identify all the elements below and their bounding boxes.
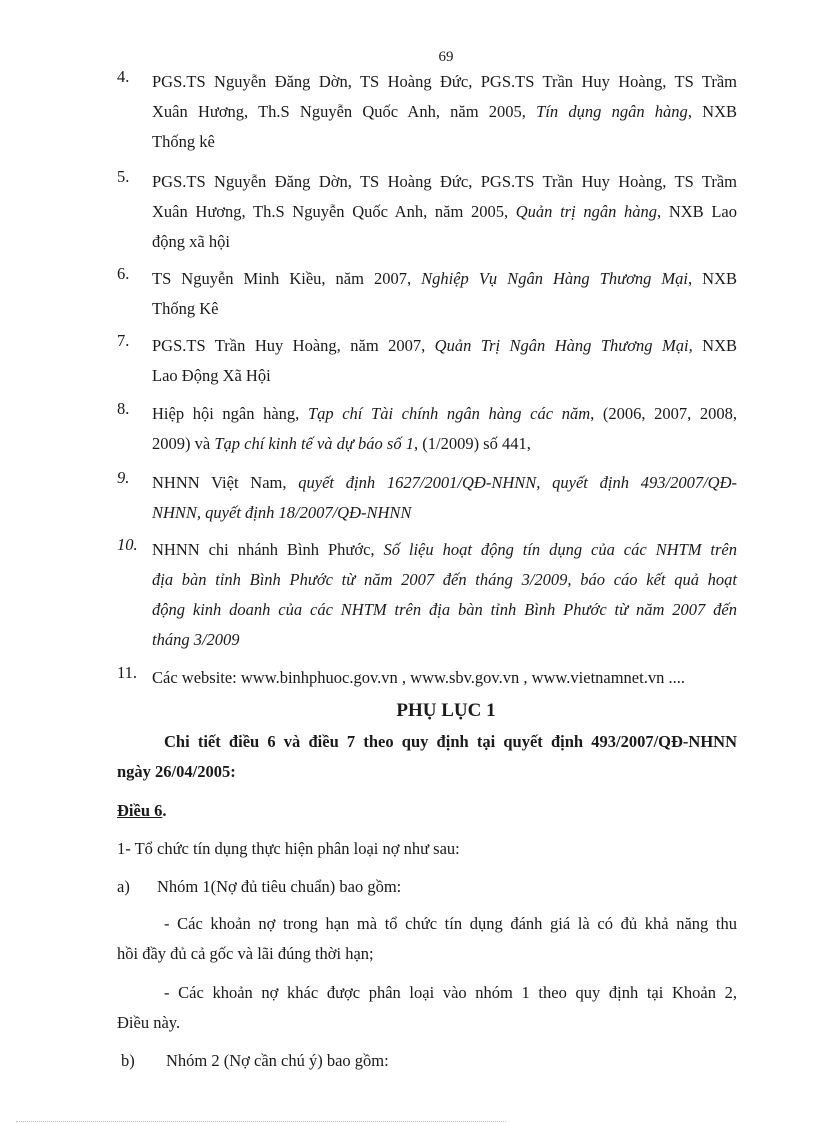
reference-line — [152, 294, 737, 324]
reference-segment: TS Nguyễn Minh Kiều, năm 2007, — [152, 269, 422, 288]
reference-segment: Thống kê — [152, 132, 215, 151]
appendix-intro-line1: Chi tiết điều 6 và điều 7 theo quy định tại quyết định 493/2007/QĐ-NHNN — [164, 732, 737, 751]
reference-number: 10. — [117, 535, 138, 554]
reference-title-italic: động kinh doanh của các NHTM trên địa bàn tỉnh Bình Phước từ năm 2007 đến — [152, 600, 737, 619]
reference-line — [152, 625, 737, 655]
reference-segment: NXB — [692, 336, 738, 355]
reference-segment: động xã hội — [152, 232, 230, 251]
reference-line — [152, 264, 737, 294]
article-heading — [117, 801, 167, 821]
reference-line — [152, 498, 737, 528]
reference-segment: , (2006, 2007, 2008, — [590, 404, 737, 423]
reference-segment: Thống Kê — [152, 299, 219, 318]
reference-title-italic: NHNN, quyết định 18/2007/QĐ-NHNN — [152, 503, 412, 522]
clause-1: 1- Tổ chức tín dụng thực hiện phân loại nợ như sau: — [117, 839, 460, 858]
reference-line — [152, 67, 737, 97]
appendix-title: PHỤ LỤC 1 — [396, 700, 496, 721]
reference-title-italic: Số liệu hoạt động tín dụng của các NHTM trên — [383, 540, 737, 559]
article-heading-text: Điều 6 — [117, 801, 163, 820]
reference-segment: 2009) và — [152, 434, 215, 453]
reference-item — [117, 535, 737, 655]
reference-segment: Xuân Hương, Th.S Nguyễn Quốc Anh, năm 2005, — [152, 102, 537, 121]
group-a-item1-line2: hồi đầy đủ cả gốc và lãi đúng thời hạn; — [117, 944, 374, 963]
reference-segment: Các website: www.binhphuoc.gov.vn , www.sbv.gov.vn , www.vietnamnet.vn .... — [152, 668, 685, 687]
reference-title-italic: tháng 3/2009 — [152, 630, 240, 649]
reference-title-italic: Tín dụng ngân hàng — [536, 102, 688, 121]
reference-line — [152, 468, 737, 498]
reference-item — [117, 167, 737, 257]
reference-line — [152, 565, 737, 595]
reference-line — [152, 429, 737, 459]
reference-text — [152, 399, 737, 459]
reference-segment: , (1/2009) số 441, — [413, 434, 531, 453]
reference-item — [117, 264, 737, 324]
reference-number: 6. — [117, 264, 130, 283]
reference-text — [152, 535, 737, 655]
reference-item — [117, 67, 737, 157]
reference-line — [152, 331, 737, 361]
reference-line — [152, 399, 737, 429]
group-b-text: Nhóm 2 (Nợ cần chú ý) bao gồm: — [166, 1051, 389, 1070]
group-b-label: b) — [121, 1051, 135, 1070]
reference-item — [117, 331, 737, 391]
reference-text — [152, 663, 737, 693]
reference-title-italic: Nghiệp Vụ Ngân Hàng Thương Mại — [421, 269, 688, 288]
page-number: 69 — [438, 49, 454, 65]
reference-segment: PGS.TS Nguyễn Đăng Dờn, TS Hoàng Đức, PGS.TS Trần Huy Hoàng, TS Trầm — [152, 72, 737, 91]
reference-title-italic: địa bàn tỉnh Bình Phước từ năm 2007 đến tháng 3/2009, báo cáo kết quả hoạt — [152, 570, 737, 589]
appendix-intro-line2: ngày 26/04/2005: — [117, 762, 236, 781]
reference-line — [152, 595, 737, 625]
reference-title-italic: Tạp chí kinh tế và dự báo số 1 — [214, 434, 414, 453]
reference-line — [152, 167, 737, 197]
reference-segment: , NXB Lao — [657, 202, 737, 221]
page-bottom-divider — [16, 1121, 506, 1122]
reference-item — [117, 663, 737, 693]
reference-line — [152, 227, 737, 257]
group-a-item1-line1: - Các khoản nợ trong hạn mà tổ chức tín dụng đánh giá là có đủ khả năng thu — [164, 914, 737, 933]
reference-line — [152, 197, 737, 227]
reference-number: 8. — [117, 399, 130, 418]
reference-line — [152, 535, 737, 565]
reference-item — [117, 399, 737, 459]
reference-number: 7. — [117, 331, 130, 350]
reference-segment: , NXB — [688, 269, 737, 288]
reference-segment: NHNN Việt Nam, — [152, 473, 299, 492]
reference-text — [152, 468, 737, 528]
reference-line — [152, 663, 737, 693]
reference-segment: Lao Động Xã Hội — [152, 366, 271, 385]
reference-segment: NHNN chi nhánh Bình Phước, — [152, 540, 384, 559]
reference-segment: , NXB — [687, 102, 737, 121]
reference-text — [152, 67, 737, 157]
reference-title-italic: quyết định 1627/2001/QĐ-NHNN, quyết định 493/2007/QĐ- — [298, 473, 737, 492]
reference-segment: Xuân Hương, Th.S Nguyễn Quốc Anh, năm 2005, — [152, 202, 516, 221]
reference-segment: Hiệp hội ngân hàng, — [152, 404, 308, 423]
reference-text — [152, 264, 737, 324]
reference-title-italic: Quản trị ngân hàng — [515, 202, 658, 221]
reference-text — [152, 167, 737, 257]
reference-item — [117, 468, 737, 528]
reference-number: 5. — [117, 167, 130, 186]
reference-number: 4. — [117, 67, 130, 86]
group-a-item2-line1: - Các khoản nợ khác được phân loại vào nhóm 1 theo quy định tại Khoản 2, — [164, 983, 737, 1002]
reference-line — [152, 127, 737, 157]
group-a-item2-line2: Điều này. — [117, 1013, 181, 1032]
reference-segment: PGS.TS Nguyễn Đăng Dờn, TS Hoàng Đức, PGS.TS Trần Huy Hoàng, TS Trầm — [152, 172, 737, 191]
reference-text — [152, 331, 737, 391]
reference-line — [152, 361, 737, 391]
reference-line — [152, 97, 737, 127]
reference-title-italic: Quản Trị Ngân Hàng Thương Mại, — [434, 336, 693, 355]
group-a-text: Nhóm 1(Nợ đủ tiêu chuẩn) bao gồm: — [157, 877, 402, 896]
reference-number: 9. — [117, 468, 130, 487]
reference-number: 11. — [117, 663, 138, 682]
article-heading-suffix: . — [162, 801, 167, 820]
reference-segment: PGS.TS Trần Huy Hoàng, năm 2007, — [152, 336, 435, 355]
group-a-label: a) — [117, 877, 130, 896]
reference-title-italic: Tạp chí Tài chính ngân hàng các năm — [307, 404, 591, 423]
